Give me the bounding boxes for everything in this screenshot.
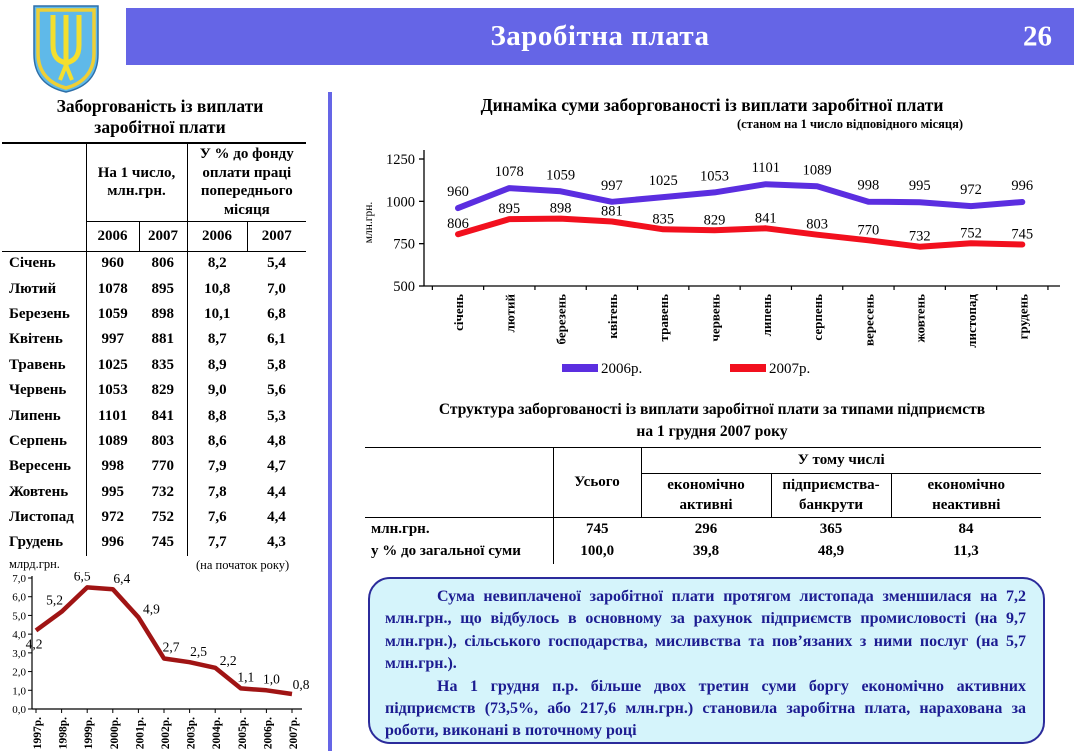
arrears-value: 1089 [97, 432, 128, 449]
row-label: у % до загальної суми [365, 541, 553, 564]
data-label: 841 [754, 210, 777, 227]
legend-label-2006: 2006р. [601, 361, 643, 377]
data-label: 0,8 [292, 677, 310, 693]
legend [562, 361, 810, 377]
structure-table-body [365, 518, 1041, 564]
data-label: 995 [908, 178, 931, 195]
month-label: Лютий [2, 276, 86, 301]
structure-value: 745 [586, 520, 609, 537]
arrears-value: 997 [101, 331, 124, 348]
arrears-title-line1: Заборгованість із виплати [56, 96, 264, 116]
data-label: 745 [1011, 226, 1034, 243]
y-tick-label: 7,0 [12, 573, 26, 585]
x-tick-label: 1999р. [83, 717, 96, 750]
y-tick-label: 2,0 [12, 666, 26, 679]
arrears-row [2, 480, 306, 505]
data-label: 881 [601, 203, 623, 220]
data-label: 1,0 [262, 671, 280, 687]
arrears-value: 996 [101, 534, 124, 551]
data-label: 898 [549, 200, 572, 217]
header-banner [126, 8, 1074, 65]
arrears-value: 7,9 [207, 458, 227, 475]
arrears-row [2, 530, 306, 555]
month-label: Серпень [2, 429, 86, 454]
structure-value: 39,8 [692, 543, 720, 560]
arrears-value: 9,0 [207, 382, 227, 399]
arrears-table [2, 142, 306, 556]
month-label: Квітень [2, 327, 86, 352]
x-tick-label: лютий [502, 294, 518, 333]
arrears-value: 1053 [97, 382, 128, 399]
data-label: 4,2 [25, 636, 43, 652]
arrears-value: 4,7 [267, 458, 286, 475]
arrears-row [2, 505, 306, 530]
x-tick-label: 1998р. [57, 717, 70, 750]
subheader-active: економічно активні [641, 474, 771, 518]
structure-value: 365 [819, 520, 843, 537]
structure-value: 48,9 [817, 543, 845, 560]
structure-value: 84 [958, 520, 974, 537]
x-tick-label: грудень [1015, 294, 1031, 340]
structure-row [365, 541, 1041, 564]
data-label: 835 [652, 211, 675, 228]
vertical-divider [328, 92, 332, 751]
data-label: 972 [960, 182, 982, 199]
month-label: Травень [2, 353, 86, 378]
arrears-value: 10,8 [204, 280, 231, 297]
x-tick-label: червень [707, 294, 723, 342]
data-label: 998 [857, 177, 880, 194]
arrears-value: 7,7 [207, 534, 227, 551]
x-tick-label: 2006р. [262, 717, 275, 750]
data-label: 1025 [648, 173, 678, 190]
data-label: 2,7 [162, 639, 180, 655]
year-header: 2007 [139, 221, 187, 251]
x-tick-label: 2004р. [211, 717, 224, 750]
arrears-value: 960 [101, 255, 124, 272]
group-header-mln: На 1 число, млн.грн. [86, 143, 187, 221]
arrears-value: 8,2 [207, 255, 227, 272]
data-label: 996 [1011, 178, 1034, 195]
x-tick-label: січень [451, 294, 466, 331]
summary-paragraph-2: На 1 грудня п.р. більше двох третин суми боргу економічно активних підприємств (73,5%, або 217,6 млн.грн.) становила заробітна плата, нарахована за роботи, виконані в поточному році [385, 677, 1026, 740]
row-label: млн.грн. [365, 518, 553, 541]
arrears-value: 4,3 [267, 534, 286, 551]
data-label: 1089 [802, 162, 832, 179]
arrears-row [2, 454, 306, 479]
series-lines [458, 184, 1022, 247]
month-label: Червень [2, 378, 86, 403]
month-label: Березень [2, 302, 86, 327]
arrears-value: 770 [139, 454, 187, 479]
x-tick-label: 2000р. [108, 717, 121, 750]
arrears-value: 895 [139, 276, 187, 301]
coat-of-arms [28, 2, 104, 94]
y-tick-label: 500 [393, 279, 415, 295]
y-tick-label: 1250 [386, 152, 415, 168]
arrears-value: 1101 [98, 407, 128, 424]
data-label: 732 [908, 228, 931, 245]
arrears-value: 7,8 [207, 483, 227, 500]
arrears-value: 752 [139, 505, 187, 530]
arrears-value: 5,8 [267, 356, 286, 373]
structure-row [365, 518, 1041, 541]
year-header: 2006 [86, 221, 139, 251]
arrears-table-body [2, 251, 306, 556]
arrears-value: 8,9 [207, 356, 227, 373]
group-header: У тому числі [641, 448, 1041, 474]
data-label: 895 [498, 201, 521, 218]
arrears-table-title [5, 96, 315, 139]
arrears-row [2, 251, 306, 276]
arrears-value: 841 [139, 403, 187, 428]
y-tick-label: 1000 [386, 194, 415, 211]
arrears-value: 4,8 [267, 432, 286, 449]
arrears-title-line2: заробітної плати [94, 117, 226, 138]
month-label: Жовтень [2, 480, 86, 505]
arrears-value: 995 [101, 483, 124, 500]
data-label: 6,5 [73, 572, 91, 584]
x-tick-label: 2002р. [160, 717, 172, 750]
arrears-value: 4,4 [267, 509, 286, 526]
data-label: 806 [447, 216, 469, 233]
arrears-row [2, 276, 306, 301]
data-label: 1059 [546, 167, 576, 184]
data-label: 1053 [700, 168, 729, 185]
x-tick-label: вересень [861, 294, 877, 347]
history-chart [0, 572, 322, 751]
period-note: (на початок року) [196, 558, 290, 572]
dynamics-chart-subtitle: (станом на 1 число відповідного місяця) [736, 117, 964, 131]
x-tick-label: 2005р. [236, 717, 249, 750]
y-tick-label: 6,0 [12, 591, 26, 604]
structure-table-title [350, 399, 1074, 442]
data-labels [26, 572, 310, 692]
structure-value: 100,0 [580, 543, 615, 560]
data-label: 2,5 [190, 644, 208, 660]
x-tick-label: 2007р. [288, 717, 300, 750]
arrears-value: 4,4 [267, 483, 286, 500]
arrears-row [2, 353, 306, 378]
corner-cell [365, 448, 553, 518]
arrears-row [2, 429, 306, 454]
subheader-bankrupt: підприємства-банкрути [771, 474, 891, 518]
structure-title-line1: Структура заборгованості із виплати заробітної плати за типами підприємств [438, 401, 986, 418]
units-label: млрд.грн. [9, 557, 60, 571]
structure-title-line2: на 1 грудня 2007 року [636, 422, 788, 440]
data-label: 4,9 [142, 601, 160, 617]
data-label: 829 [703, 212, 726, 229]
arrears-value: 10,1 [204, 305, 231, 322]
data-label: 803 [806, 216, 828, 233]
group-header-percent: У % до фонду оплати праці попереднього місяця [187, 143, 306, 221]
total-column-header: Усього [553, 448, 641, 518]
year-header: 2007 [247, 221, 306, 251]
arrears-value: 803 [139, 429, 187, 454]
structure-value: 11,3 [953, 543, 979, 560]
y-axis-label: млн.грн. [363, 201, 375, 244]
arrears-value: 7,6 [207, 509, 227, 526]
arrears-value: 881 [139, 327, 187, 352]
x-tick-label: липень [758, 294, 774, 337]
x-tick-label: березень [553, 294, 569, 345]
dynamics-chart-title: Динаміка суми заборгованості із виплати заробітної плати [480, 95, 944, 115]
x-tick-label: листопад [964, 294, 979, 348]
y-tick-label: 4,0 [12, 629, 26, 642]
arrears-value: 8,7 [207, 331, 227, 348]
data-label: 1,1 [237, 669, 255, 685]
month-label: Вересень [2, 454, 86, 479]
month-label: Грудень [2, 530, 86, 555]
data-label: 5,2 [46, 592, 64, 608]
data-label: 997 [601, 177, 623, 194]
y-tick-label: 5,0 [12, 610, 26, 623]
y-tick-label: 750 [393, 236, 415, 253]
arrears-value: 732 [139, 480, 187, 505]
data-label: 770 [857, 222, 880, 239]
subheader-inactive: економічно неактивні [891, 474, 1041, 518]
arrears-value: 1059 [97, 305, 128, 322]
x-tick-label: травень [656, 294, 672, 342]
arrears-value: 835 [139, 353, 187, 378]
arrears-value: 1025 [97, 356, 128, 373]
arrears-value: 6,8 [267, 305, 286, 322]
data-label: 6,4 [113, 572, 131, 587]
arrears-value: 998 [101, 458, 124, 475]
arrears-value: 1078 [97, 280, 128, 297]
data-label: 1078 [494, 164, 524, 181]
y-tick-label: 0,0 [12, 704, 26, 716]
summary-paragraph-1: Сума невиплаченої заробітної плати протягом листопада зменшилася на 7,2 млн.грн., що відбулось в основному за рахунок підприємств промисловості (на 9,7 млн.грн.), сільського господарства, мисливства та пов’язаних з ними послуг (на 5,7 млн.грн.). [385, 588, 1026, 673]
page-title: Заробітна плата [490, 20, 710, 52]
structure-value: 296 [694, 520, 718, 537]
arrears-row [2, 403, 306, 428]
arrears-value: 5,3 [267, 407, 286, 424]
month-label: Січень [2, 251, 86, 276]
x-tick-label: 2003р. [185, 717, 198, 750]
series-line-2006р. [458, 184, 1022, 208]
arrears-value: 7,0 [267, 280, 286, 297]
legend-label-2007: 2007р. [769, 361, 811, 377]
dynamics-chart [358, 138, 1073, 388]
data-label: 752 [960, 225, 982, 242]
data-label: 2,2 [219, 652, 237, 668]
arrears-value: 8,8 [207, 407, 227, 424]
arrears-row [2, 378, 306, 403]
arrears-value: 6,1 [267, 331, 286, 348]
month-label: Листопад [2, 505, 86, 530]
y-tick-label: 3,0 [12, 647, 26, 660]
x-tick-label: 1997р. [32, 717, 44, 750]
x-tick-label: серпень [810, 294, 826, 341]
arrears-value: 972 [101, 509, 124, 526]
y-tick-label: 1,0 [12, 685, 26, 698]
corner-cell [2, 143, 86, 251]
arrears-value: 806 [139, 251, 187, 276]
arrears-value: 5,4 [267, 255, 286, 272]
structure-table [365, 447, 1041, 564]
arrears-value: 745 [139, 530, 187, 555]
page-number: 26 [1023, 20, 1052, 52]
data-label: 960 [447, 184, 469, 201]
arrears-row [2, 302, 306, 327]
arrears-value: 829 [139, 378, 187, 403]
arrears-value: 8,6 [207, 432, 227, 449]
x-tick-label: квітень [604, 294, 620, 339]
month-label: Липень [2, 403, 86, 428]
data-label: 1101 [751, 160, 781, 177]
arrears-value: 5,6 [267, 382, 286, 399]
x-tick-label: 2001р. [134, 717, 147, 750]
x-tick-label: жовтень [912, 294, 928, 343]
arrears-value: 898 [139, 302, 187, 327]
year-header: 2006 [187, 221, 247, 251]
arrears-row [2, 327, 306, 352]
summary-box [368, 577, 1045, 744]
